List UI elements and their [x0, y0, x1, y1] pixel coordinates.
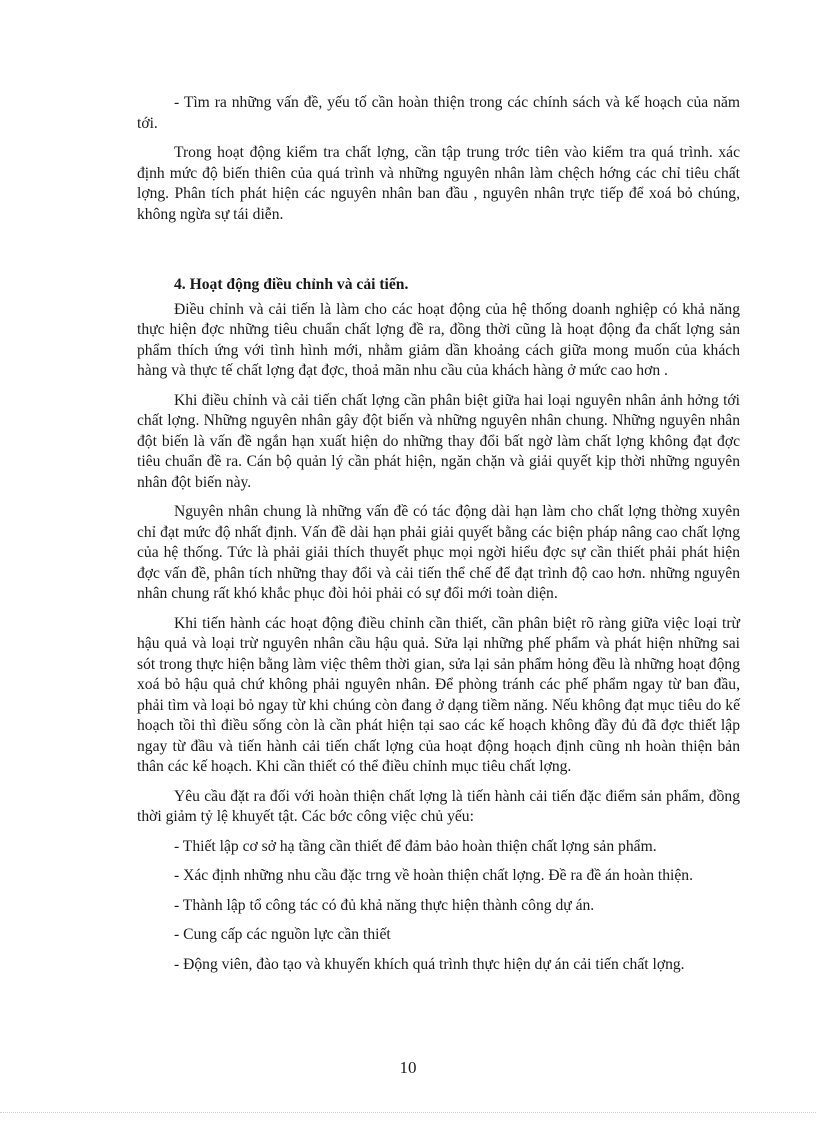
intro-paragraph: Trong hoạt động kiểm tra chất lợng, cần tập trung trớc tiên vào kiểm tra quá trình. xác định mức độ biến thiên của quá trình và những nguyên nhân làm chệch hớng các chỉ tiêu chất lợng. Phân tích phát hiện các nguyên nhân ban đầu , nguyên nhân trực tiếp để xoá bỏ chúng, không ngừa sự tái diễn.: [137, 144, 740, 223]
page-number: 10: [399, 1058, 417, 1077]
section-paragraph-5: Yêu cầu đặt ra đối với hoàn thiện chất lợng là tiến hành cải tiến đặc điểm sản phẩm, đồng thời giảm tỷ lệ khuyết tật. Các bớc công việc chủ yếu:: [137, 787, 740, 825]
section-heading: 4. Hoạt động điều chỉnh và cải tiến.: [174, 276, 409, 293]
section-paragraph-2: Khi điều chỉnh và cải tiến chất lợng cần phân biệt giữa hai loại nguyên nhân ảnh hởng tới chất lợng. Những nguyên nhân gây đột biến và những nguyên nhân chung. Những nguyên nhân đột biến là vấn đề ngắn hạn xuất hiện do những thay đổi bất ngờ làm chất lợng không đạt đợc tiêu chuẩn đề ra. Cán bộ quản lý cần phát hiện, ngăn chặn và giải quyết kịp thời những nguyên nhân đột biến này.: [137, 391, 740, 491]
step-bullet-4: - Cung cấp các nguồn lực cần thiết: [174, 926, 391, 943]
page-bottom-divider: [0, 1112, 816, 1113]
section-paragraph-3: Nguyên nhân chung là những vấn đề có tác động dài hạn làm cho chất lợng thờng xuyên chỉ đạt mức độ nhất định. Vấn đề dài hạn phải giải quyết bằng các biện pháp nâng cao chất lợng của hệ thống. Tức là phải giải thích thuyết phục mọi ngời hiểu đợc sự cần thiết phải phát hiện đợc vấn đề, phân tích những thay đổi và cải tiến thể chế để đạt trình độ cao hơn. những nguyên nhân chung rất khó khắc phục đòi hỏi phải có sự đổi mới toàn diện.: [137, 503, 740, 602]
step-bullet-2: - Xác định những nhu cầu đặc trng về hoàn thiện chất lợng. Đề ra đề án hoàn thiện.: [174, 867, 693, 884]
intro-bullet: - Tìm ra những vấn đề, yếu tố cần hoàn thiện trong các chính sách và kế hoạch của năm tới.: [137, 94, 740, 132]
step-bullet-5: - Động viên, đào tạo và khuyến khích quá trình thực hiện dự án cải tiến chất lợng.: [174, 955, 685, 973]
step-bullet-3: - Thành lập tổ công tác có đủ khả năng thực hiện thành công dự án.: [174, 896, 595, 914]
section-paragraph-1: Điều chỉnh và cải tiến là làm cho các hoạt động của hệ thống doanh nghiệp có khả năng thực hiện đợc những tiêu chuẩn chất lợng đề ra, đồng thời cũng là hoạt động đa chất lợng sản phẩm thích ứng với tình hình mới, nhằm giảm dần khoảng cách giữa mong muốn của khách hàng và thực tế chất lợng đạt đợc, thoả mãn nhu cầu của khách hàng ở mức cao hơn .: [137, 300, 740, 379]
step-bullet-1: - Thiết lập cơ sở hạ tầng cần thiết để đảm bảo hoàn thiện chất lợng sản phẩm.: [174, 837, 657, 855]
page-content: [137, 93, 740, 975]
section-paragraph-4: Khi tiến hành các hoạt động điều chỉnh cần thiết, cần phân biệt rõ ràng giữa việc loại trừ hậu quả và loại trừ nguyên nhân cầu hậu quả. Sửa lại những phế phẩm và phát hiện những sai sót trong thực hiện bằng làm việc thêm thời gian, sửa lại sản phẩm hỏng đều là những hoạt động xoá bỏ hậu quả chứ không phải nguyên nhân. Để phòng tránh các phế phẩm ngay từ ban đầu, phải tìm và loại bỏ ngay từ khi chúng còn đang ở dạng tiềm năng. Nếu không đạt mục tiêu do kế hoạch tồi thì điều sống còn là cần phát hiện tại sao các kế hoạch không đầy đủ đã đợc thiết lập ngay từ đầu và tiến hành cải tiến chất lợng của hoạt động hoạch định cũng nh hoàn thiện bản thân các kế hoạch. Khi cần thiết có thể điều chỉnh mục tiêu chất lợng.: [137, 614, 740, 775]
